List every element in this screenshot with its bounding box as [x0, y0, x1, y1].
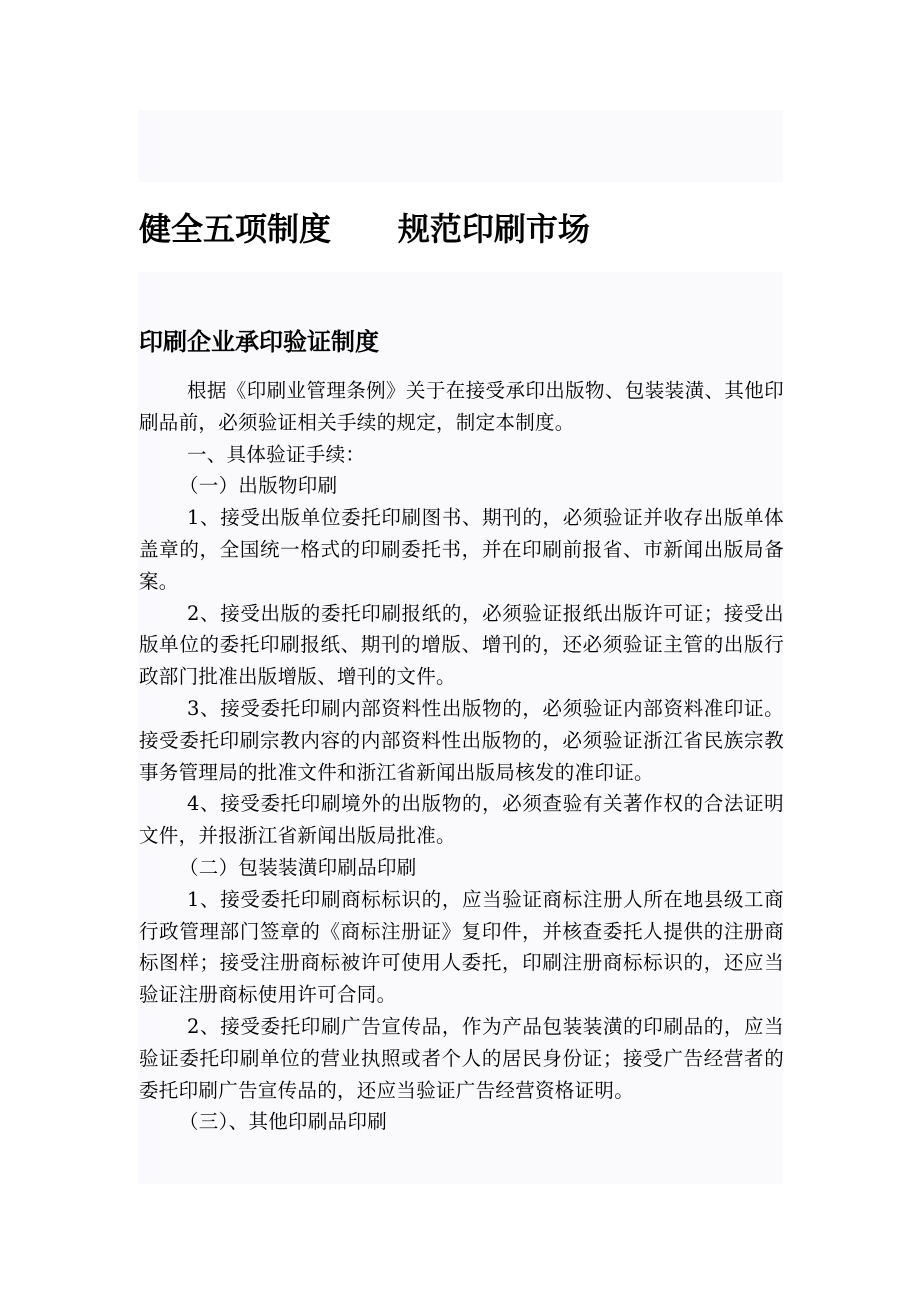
- paragraph-intro: 根据《印刷业管理条例》关于在接受承印出版物、包装装潢、其他印刷品前，必须验证相关手续的规定，制定本制度。: [139, 379, 784, 434]
- paragraph-subheading-publications: （一）出版物印刷: [179, 474, 338, 498]
- paragraph-item: 2、接受出版的委托印刷报纸的，必须验证报纸出版许可证；接受出版单位的委托印刷报纸、期刊的增版、增刊的，还必须验证主管的出版行政部门批准出版增版、增刊的文件。: [139, 601, 784, 689]
- paragraph-item: 4、接受委托印刷境外的出版物的，必须查验有关著作权的合法证明文件，并报浙江省新闻出版局批准。: [139, 792, 784, 848]
- header-background-band: [138, 110, 783, 182]
- paragraph-item: 3、接受委托印刷内部资料性出版物的，必须验证内部资料准印证。接受委托印刷宗教内容的内部资料性出版物的，必须验证浙江省民族宗教事务管理局的批准文件和浙江省新闻出版局核发的准印证。: [139, 696, 784, 784]
- paragraph-subheading-packaging: （二）包装装潢印刷品印刷: [179, 855, 417, 879]
- paragraph-subheading-other: （三）、其他印刷品印刷: [179, 1110, 388, 1134]
- document-body: [139, 375, 784, 1138]
- section-heading: 印刷企业承印验证制度: [139, 328, 379, 356]
- paragraph-item: 2、接受委托印刷广告宣传品，作为产品包装装潢的印刷品的，应当验证委托印刷单位的营业执照或者个人的居民身份证；接受广告经营者的委托印刷广告宣传品的，还应当验证广告经营资格证明。: [139, 1014, 784, 1102]
- document-title: 健全五项制度 规范印刷市场: [139, 210, 590, 248]
- paragraph-item: 1、接受委托印刷商标标识的，应当验证商标注册人所在地县级工商行政管理部门签章的《商标注册证》复印件，并核查委托人提供的注册商标图样；接受注册商标被许可使用人委托，印刷注册商标标识的，还应当验证注册商标使用许可合同。: [139, 887, 784, 1007]
- paragraph-item: 1、接受出版单位委托印刷图书、期刊的，必须验证并收存出版单体盖章的，全国统一格式的印刷委托书，并在印刷前报省、市新闻出版局备案。: [139, 506, 784, 593]
- paragraph-list-heading: 一、具体验证手续：: [187, 442, 366, 466]
